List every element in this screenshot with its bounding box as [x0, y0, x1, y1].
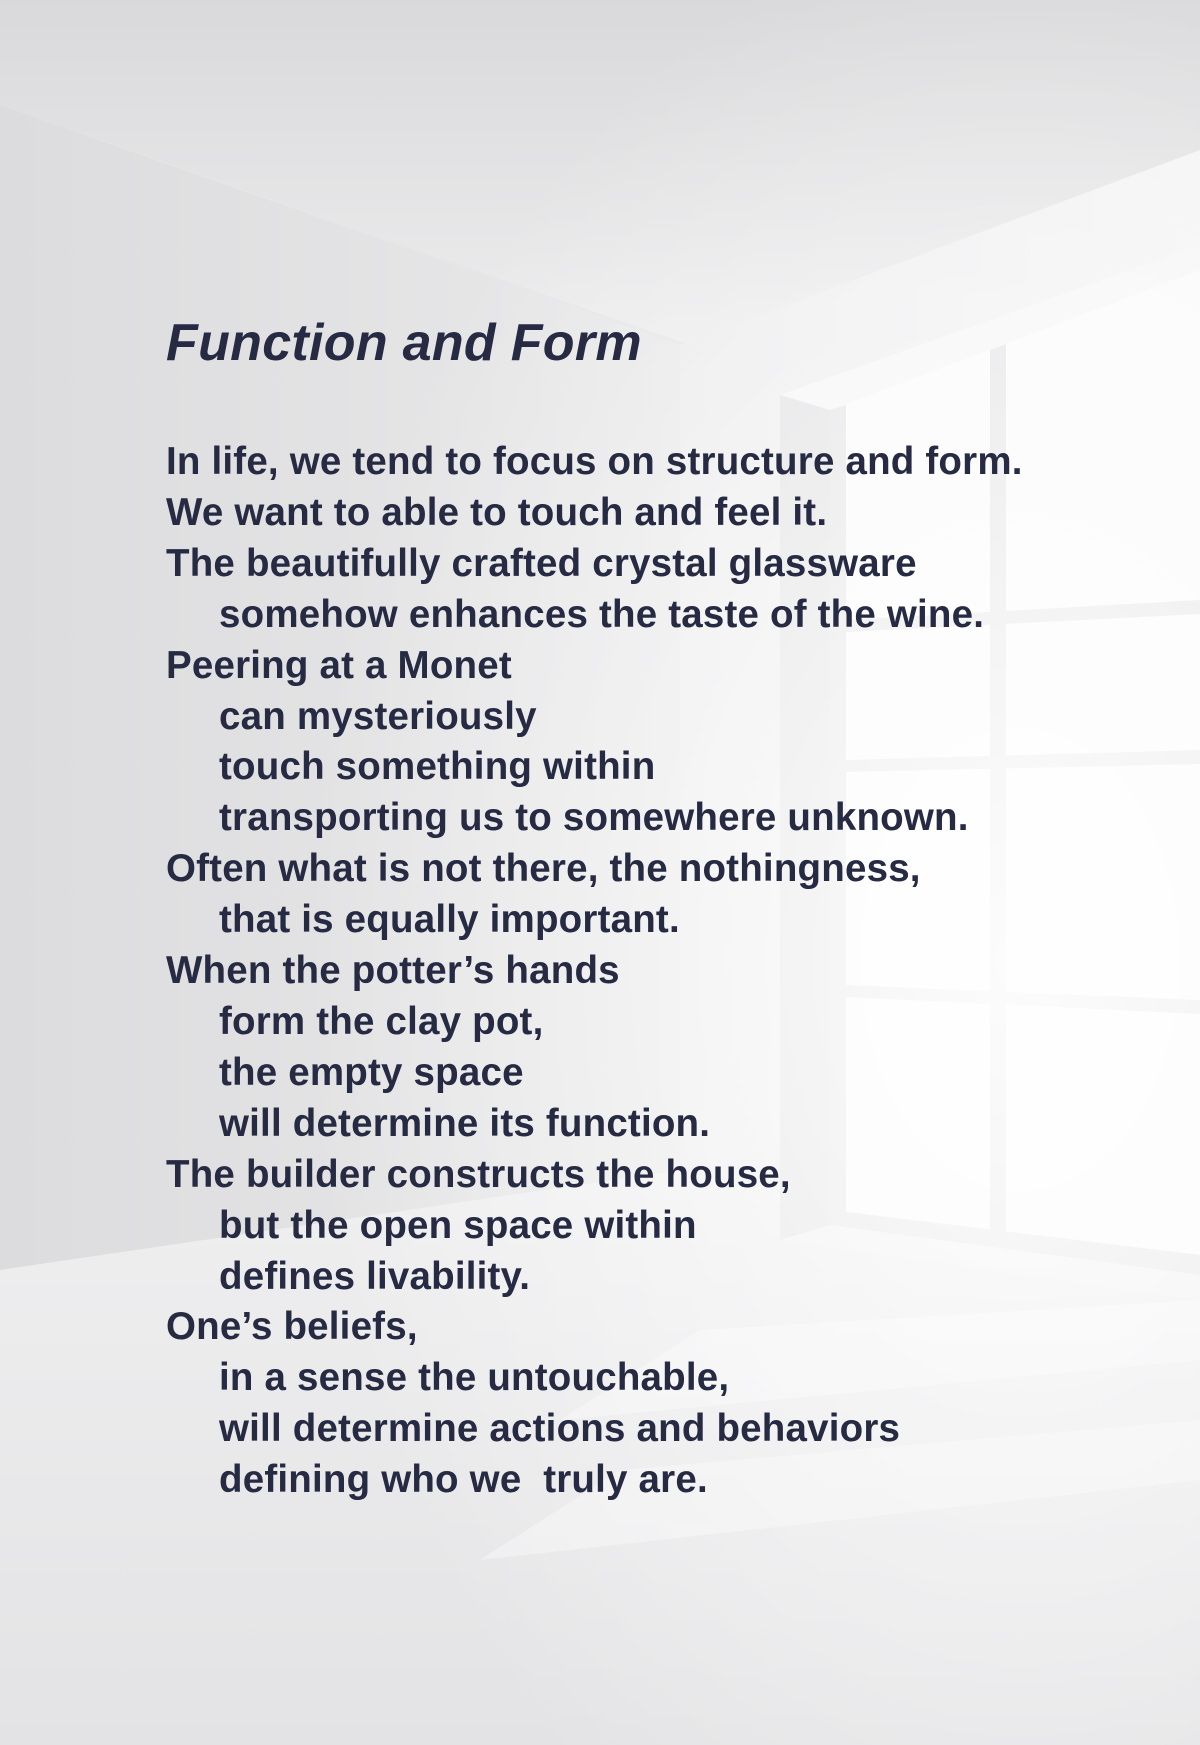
poem-line: In life, we tend to focus on structure and form.: [166, 440, 1023, 483]
poem-body: [166, 437, 1166, 1506]
poem-line: The builder constructs the house,: [166, 1152, 791, 1196]
poem-line: We want to able to touch and feel it.: [166, 490, 828, 534]
poem-line: in a sense the untouchable,: [219, 1356, 730, 1400]
poem-title: Function and Form: [166, 314, 642, 372]
poem-line: the empty space: [219, 1050, 524, 1094]
poem-line: will determine actions and behaviors: [219, 1407, 901, 1451]
poem-line: defining who we truly are.: [219, 1458, 708, 1502]
poem-line: touch something within: [219, 745, 656, 789]
poem-line: can mysteriously: [219, 694, 537, 738]
poem-line: will determine its function.: [219, 1101, 711, 1145]
poem-line: Peering at a Monet: [166, 643, 512, 687]
poem-line: The beautifully crafted crystal glassware: [166, 541, 917, 585]
poem-line: but the open space within: [219, 1203, 697, 1247]
poem-line: defines livability.: [219, 1254, 531, 1298]
poem-line: somehow enhances the taste of the wine.: [219, 592, 985, 636]
poem-line: When the potter’s hands: [166, 949, 620, 993]
poem: [166, 312, 1166, 1506]
poem-line: Often what is not there, the nothingness,: [166, 847, 921, 891]
poem-line: transporting us to somewhere unknown.: [219, 796, 969, 840]
poem-line: One’s beliefs,: [166, 1305, 418, 1349]
poem-line: form the clay pot,: [219, 999, 544, 1043]
poem-line: that is equally important.: [219, 898, 680, 942]
